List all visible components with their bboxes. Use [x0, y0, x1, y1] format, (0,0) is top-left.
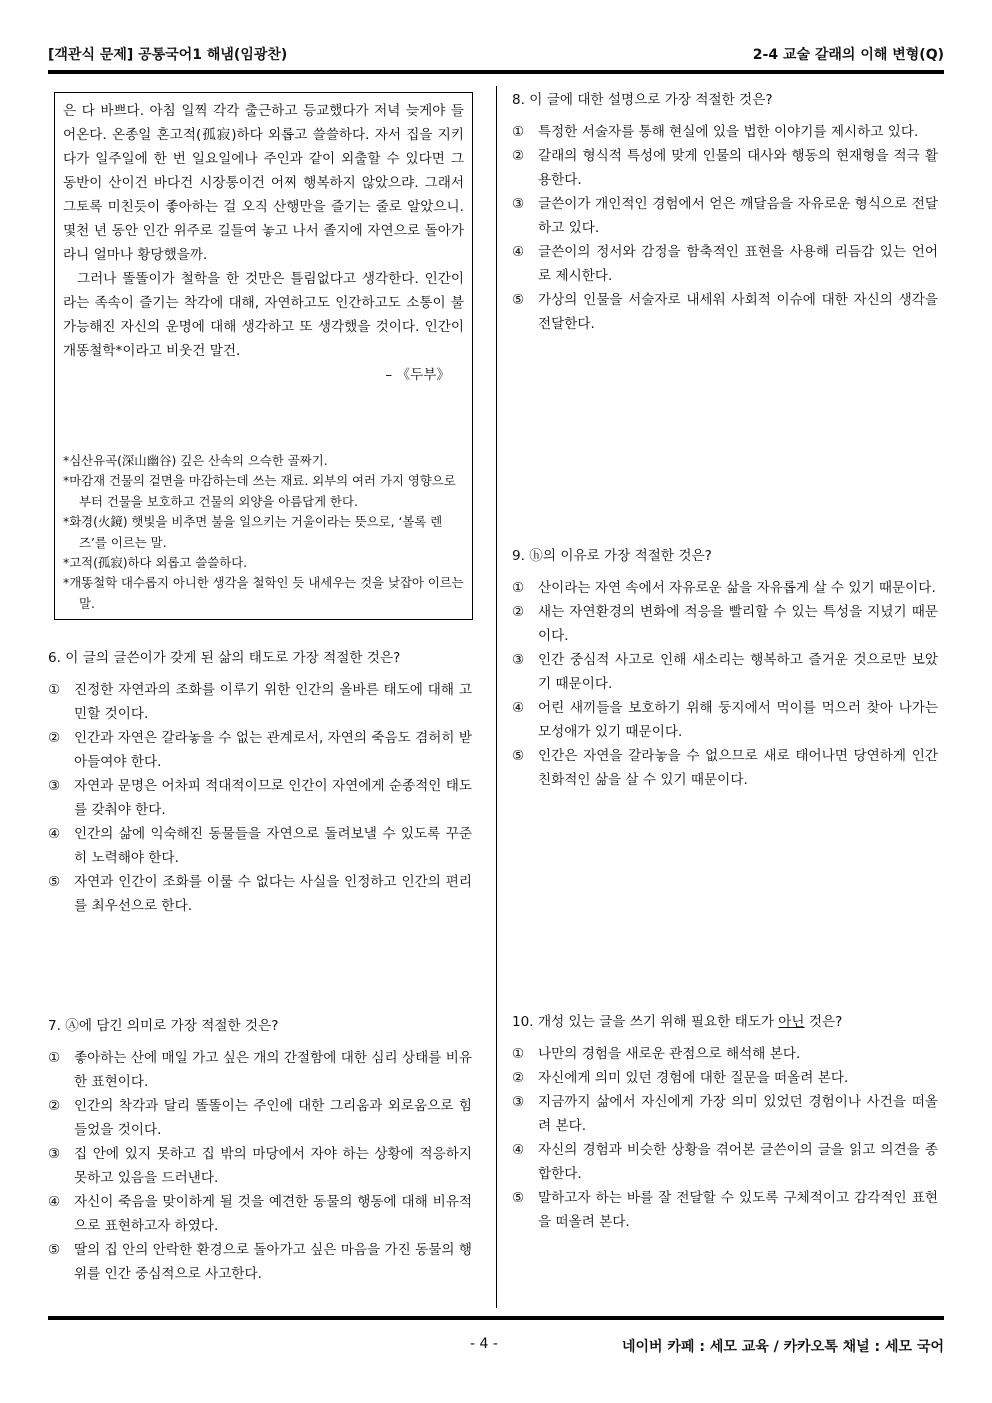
option-number: ④	[48, 826, 61, 842]
question-10-option-4[interactable]	[512, 1138, 938, 1186]
option-text: 특정한 서술자를 통해 현실에 있을 법한 이야기를 제시하고 있다.	[538, 124, 919, 140]
option-text: 글쓴이의 정서와 감정을 함축적인 표현을 사용해 리듬감 있는 언어로 제시한다.	[538, 244, 938, 284]
option-text: 지금까지 삶에서 자신에게 가장 의미 있었던 경험이나 사건을 떠올려 본다.	[538, 1094, 938, 1134]
option-number: ②	[48, 730, 61, 746]
question-9	[512, 544, 938, 792]
question-8-option-1[interactable]	[512, 120, 938, 144]
question-9-option-3[interactable]	[512, 648, 938, 696]
header-title: [객관식 문제] 공통국어1 해냄(임광찬)	[48, 47, 288, 63]
question-9-option-4[interactable]	[512, 696, 938, 744]
footnote-4: *고적(孤寂)하다 외롭고 쓸쓸하다.	[63, 555, 248, 571]
option-number: ②	[512, 1070, 525, 1086]
option-number: ④	[512, 244, 525, 260]
passage-text	[63, 99, 464, 363]
passage-paragraph-2: 그러나 똘똘이가 철학을 한 것만은 틀림없다고 생각한다. 인간이라는 족속이 즐기는 착각에 대해, 자연하고도 인간하고도 소통이 불가능해진 자신의 운명에 대해 생각하고 또 생각했을 것이다. 인간이 개똥철학*이라고 비웃건 말건.	[63, 271, 464, 359]
passage-box	[54, 92, 473, 620]
question-6-title: 6. 이 글의 글쓴이가 갖게 된 삶의 태도로 가장 적절한 것은?	[48, 650, 401, 666]
footer-channel-info: 네이버 카페 : 세모 교육 / 카카오톡 채널 : 세모 국어	[621, 1339, 944, 1355]
page-header	[48, 44, 944, 70]
option-number: ①	[512, 1046, 525, 1062]
question-10-option-2[interactable]	[512, 1066, 938, 1090]
question-7-option-4[interactable]	[48, 1190, 472, 1238]
footnote-1: *심산유곡(深山幽谷) 깊은 산속의 으슥한 골짜기.	[63, 453, 328, 468]
option-text: 산이라는 자연 속에서 자유로운 삶을 자유롭게 살 수 있기 때문이다.	[538, 580, 936, 596]
question-7-option-5[interactable]	[48, 1238, 472, 1286]
option-number: ⑤	[48, 1242, 61, 1258]
question-10	[512, 1010, 938, 1234]
option-number: ⑤	[512, 292, 525, 308]
question-6	[48, 646, 472, 918]
option-number: ②	[48, 1098, 61, 1114]
question-6-option-2[interactable]	[48, 726, 472, 774]
option-number: ①	[48, 1050, 61, 1066]
option-number: ⑤	[48, 874, 61, 890]
question-6-option-3[interactable]	[48, 774, 472, 822]
passage-paragraph-1: 은 다 바쁘다. 아침 일찍 각각 출근하고 등교했다가 저녁 늦게야 들어온다. 온종일 혼고적(孤寂)하다 외롭고 쓸쓸하다. 자서 집을 지키다가 일주일에 한 번 일요일에나 주인과 같이 외출할 수 있다면 그 동반이 산이건 바다건 시장통이건 어찌 행복하지 않았으랴. 그래서 그토록 미친듯이 좋아하는 걸 오직 산행만을 즐기는 줄로 알았으니. 몇천 년 동안 인간 위주로 길들여 놓고 나서 졸지에 자연으로 돌아가라니 얼마나 황당했을까.	[63, 103, 464, 263]
question-8-option-5[interactable]	[512, 288, 938, 336]
question-8	[512, 88, 938, 336]
question-7-option-1[interactable]	[48, 1046, 472, 1094]
option-number: ③	[48, 1146, 61, 1162]
option-text: 자연과 인간이 조화를 이룰 수 없다는 사실을 인정하고 인간의 편리를 최우선으로 한다.	[74, 874, 472, 914]
question-10-title-emphasis: 아닌	[778, 1014, 805, 1030]
question-6-option-5[interactable]	[48, 870, 472, 918]
option-number: ④	[512, 700, 525, 716]
option-text: 좋아하는 산에 매일 가고 싶은 개의 간절함에 대한 심리 상태를 비유한 표현이다.	[74, 1050, 472, 1090]
footnote-5: *개똥철학 대수롭지 아니한 생각을 철학인 듯 내세우는 것을 낮잡아 이르는 말.	[63, 575, 464, 611]
option-text: 인간 중심적 사고로 인해 새소리는 행복하고 즐거운 것으로만 보았기 때문이다.	[538, 652, 938, 692]
question-6-option-4[interactable]	[48, 822, 472, 870]
option-text: 말하고자 하는 바를 잘 전달할 수 있도록 구체적이고 감각적인 표현을 떠올려 본다.	[538, 1190, 938, 1230]
question-9-option-5[interactable]	[512, 744, 938, 792]
footnote-3: *화경(火鏡) 햇빛을 비추면 불을 일으키는 거울이라는 뜻으로, ‘볼록 렌즈’를 이르는 말.	[63, 514, 443, 550]
question-8-option-3[interactable]	[512, 192, 938, 240]
option-text: 인간과 자연은 갈라놓을 수 없는 관계로서, 자연의 죽음도 겸허히 받아들여야 한다.	[74, 730, 472, 770]
question-8-title: 8. 이 글에 대한 설명으로 가장 적절한 것은?	[512, 92, 773, 108]
option-text: 새는 자연환경의 변화에 적응을 빨리할 수 있는 특성을 지녔기 때문이다.	[538, 604, 938, 644]
question-10-title-suffix: 것은?	[804, 1014, 843, 1030]
top-rule	[48, 70, 944, 74]
question-10-title	[512, 1010, 938, 1034]
option-number: ④	[512, 1142, 525, 1158]
question-6-option-1[interactable]	[48, 678, 472, 726]
option-text: 갈래의 형식적 특성에 맞게 인물의 대사와 행동의 현재형을 적극 활용한다.	[538, 148, 938, 188]
option-number: ③	[512, 652, 525, 668]
option-number: ②	[512, 604, 525, 620]
option-text: 자신의 경험과 비슷한 상황을 겪어본 글쓴이의 글을 읽고 의견을 종합한다.	[538, 1142, 938, 1182]
option-number: ①	[512, 124, 525, 140]
option-text: 딸의 집 안의 안락한 환경으로 돌아가고 싶은 마음을 가진 동물의 행위를 인간 중심적으로 사고한다.	[74, 1242, 472, 1282]
question-8-option-2[interactable]	[512, 144, 938, 192]
option-number: ②	[512, 148, 525, 164]
question-7	[48, 1014, 472, 1286]
option-number: ①	[512, 580, 525, 596]
header-unit: 2-4 교술 갈래의 이해 변형(Q)	[752, 47, 944, 63]
option-number: ⑤	[512, 1190, 525, 1206]
option-number: ④	[48, 1194, 61, 1210]
question-7-title: 7. Ⓐ에 담긴 의미로 가장 적절한 것은?	[48, 1018, 279, 1034]
option-number: ⑤	[512, 748, 525, 764]
question-10-option-1[interactable]	[512, 1042, 938, 1066]
page-number: - 4 -	[470, 1336, 498, 1352]
option-text: 자신이 죽음을 맞이하게 될 것을 예견한 동물의 행동에 대해 비유적으로 표현하고자 하였다.	[74, 1194, 472, 1234]
option-text: 인간은 자연을 갈라놓을 수 없으므로 새로 태어나면 당연하게 인간 친화적인 삶을 살 수 있기 때문이다.	[538, 748, 938, 788]
question-10-title-prefix: 10. 개성 있는 글을 쓰기 위해 필요한 태도가	[512, 1014, 779, 1030]
option-text: 인간의 삶에 익숙해진 동물들을 자연으로 돌려보낼 수 있도록 꾸준히 노력해야 한다.	[74, 826, 472, 866]
question-7-option-3[interactable]	[48, 1142, 472, 1190]
option-text: 어린 새끼들을 보호하기 위해 둥지에서 먹이를 먹으러 찾아 나가는 모성애가 있기 때문이다.	[538, 700, 938, 740]
option-text: 글쓴이가 개인적인 경험에서 얻은 깨달음을 자유로운 형식으로 전달하고 있다.	[538, 196, 938, 236]
footnotes	[63, 451, 464, 614]
question-7-option-2[interactable]	[48, 1094, 472, 1142]
question-8-option-4[interactable]	[512, 240, 938, 288]
option-number: ③	[512, 1094, 525, 1110]
option-text: 자신에게 의미 있던 경험에 대한 질문을 떠올려 본다.	[538, 1070, 849, 1086]
question-9-option-2[interactable]	[512, 600, 938, 648]
question-9-title: 9. ⓗ의 이유로 가장 적절한 것은?	[512, 548, 712, 564]
option-text: 진정한 자연과의 조화를 이루기 위한 인간의 올바른 태도에 대해 고민할 것이다.	[74, 682, 472, 722]
option-number: ③	[512, 196, 525, 212]
question-10-option-5[interactable]	[512, 1186, 938, 1234]
option-text: 인간의 착각과 달리 똘똘이는 주인에 대한 그리움과 외로움으로 힘들었을 것이다.	[74, 1098, 472, 1138]
bottom-rule	[48, 1316, 944, 1320]
option-text: 자연과 문명은 어차피 적대적이므로 인간이 자연에게 순종적인 태도를 갖춰야 한다.	[74, 778, 472, 818]
option-number: ①	[48, 682, 61, 698]
option-text: 가상의 인물을 서술자로 내세워 사회적 이슈에 대한 자신의 생각을 전달한다.	[538, 292, 938, 332]
option-text: 집 안에 있지 못하고 집 밖의 마당에서 자야 하는 상황에 적응하지 못하고 있음을 드러낸다.	[74, 1146, 472, 1186]
question-10-option-3[interactable]	[512, 1090, 938, 1138]
option-number: ③	[48, 778, 61, 794]
question-9-option-1[interactable]	[512, 576, 938, 600]
option-text: 나만의 경험을 새로운 관점으로 해석해 본다.	[538, 1046, 801, 1062]
column-divider	[496, 86, 497, 1308]
passage-source: – 《두부》	[385, 367, 450, 383]
footnote-2: *마감재 건물의 겉면을 마감하는데 쓰는 재료. 외부의 여러 가지 영향으로부터 건물을 보호하고 건물의 외양을 아름답게 한다.	[63, 473, 456, 509]
